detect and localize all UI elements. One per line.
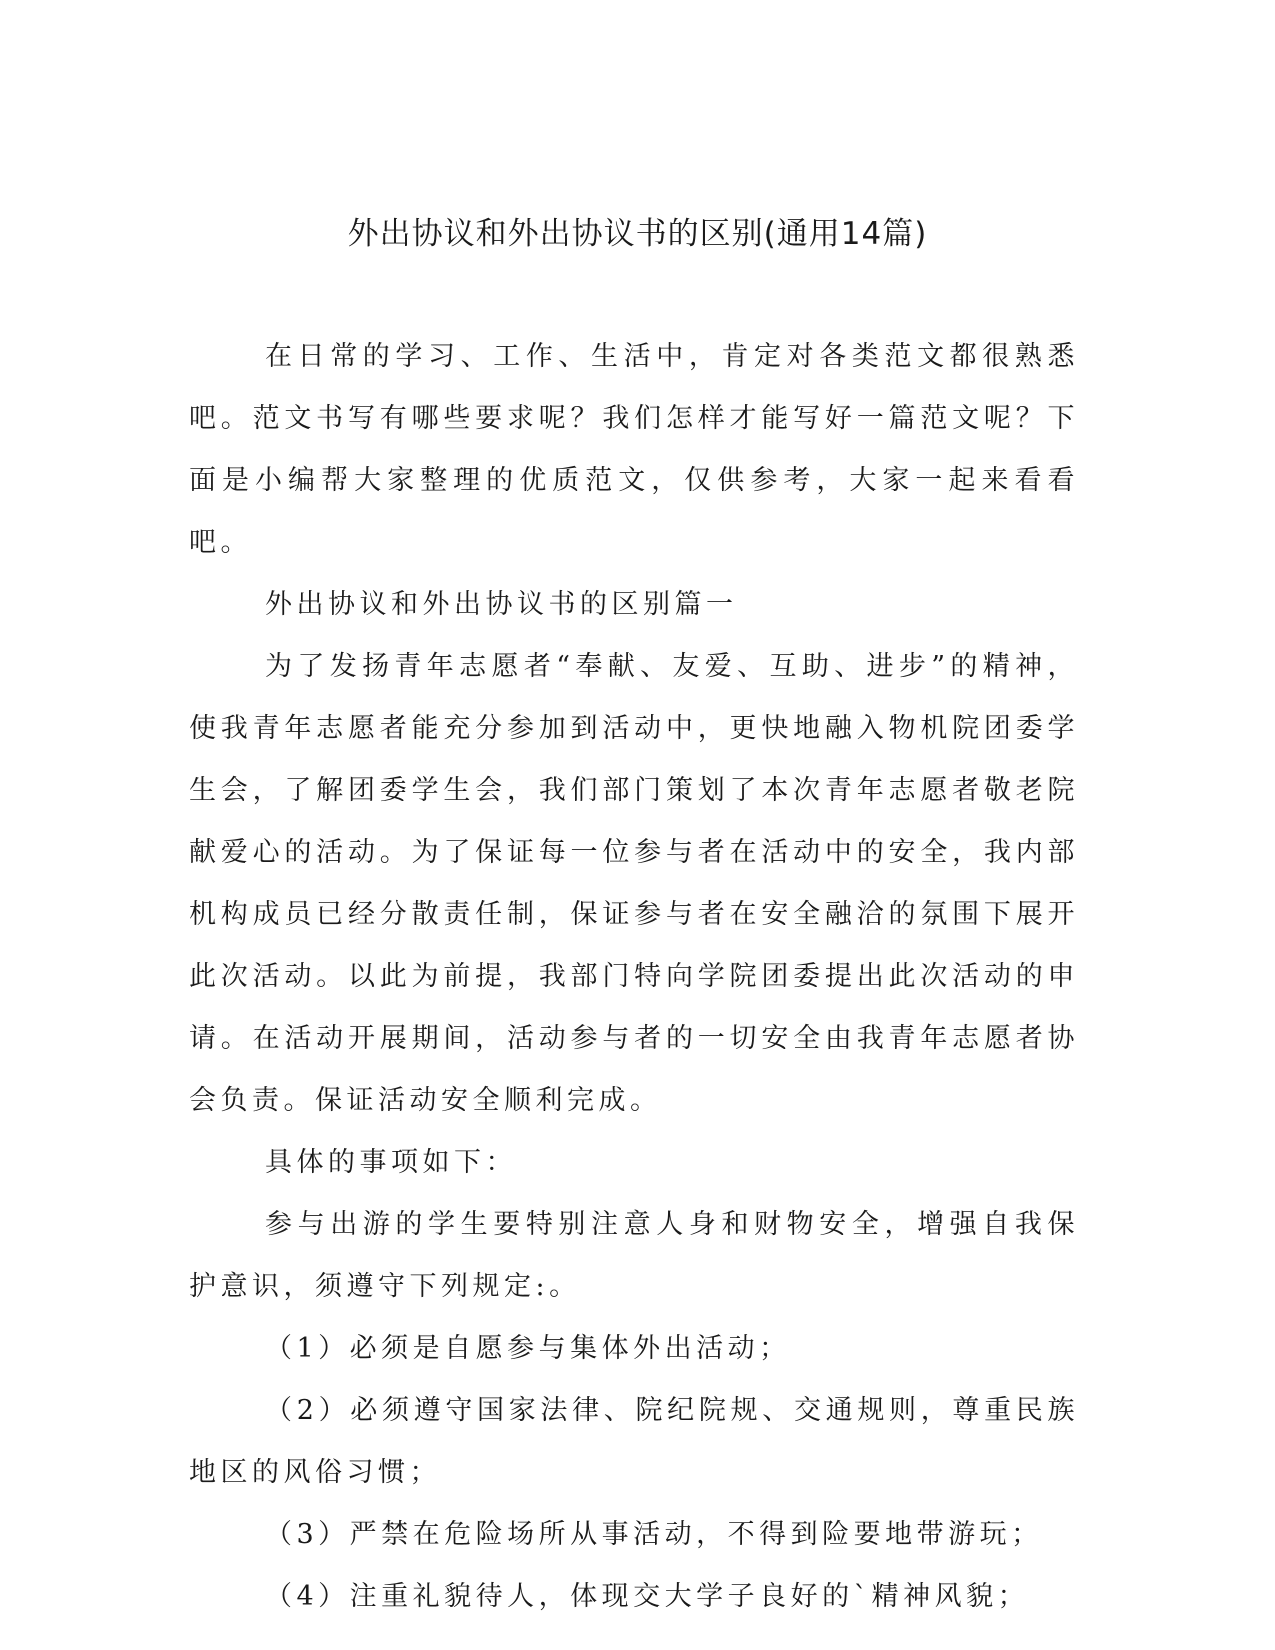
rule-item-2: （2）必须遵守国家法律、院纪院规、交通规则，尊重民族地区的风俗习惯；: [189, 1395, 1079, 1488]
section-heading: 外出协议和外出协议书的区别篇一: [265, 589, 738, 620]
rule-item-1: （1）必须是自愿参与集体外出活动；: [265, 1333, 791, 1364]
rule-item-3: （3）严禁在危险场所从事活动，不得到险要地带游玩；: [265, 1519, 1043, 1550]
rules-intro-paragraph: 参与出游的学生要特别注意人身和财物安全，增强自我保护意识，须遵守下列规定:。: [189, 1209, 1079, 1302]
document-title: 外出协议和外出协议书的区别(通用14篇): [347, 216, 928, 252]
items-intro: 具体的事项如下：: [265, 1147, 517, 1178]
document-body: [189, 326, 1079, 1628]
body-paragraph: 为了发扬青年志愿者“奉献、友爱、互助、进步”的精神，使我青年志愿者能充分参加到活动中，更快地融入物机院团委学生会，了解团委学生会，我们部门策划了本次青年志愿者敬老院献爱心的活动。为了保证每一位参与者在活动中的安全，我内部机构成员已经分散责任制，保证参与者在安全融洽的氛围下展开此次活动。以此为前提，我部门特向学院团委提出此次活动的申请。在活动开展期间，活动参与者的一切安全由我青年志愿者协会负责。保证活动安全顺利完成。: [189, 651, 1079, 1116]
intro-paragraph: 在日常的学习、工作、生活中，肯定对各类范文都很熟悉吧。范文书写有哪些要求呢？我们怎样才能写好一篇范文呢？下面是小编帮大家整理的优质范文，仅供参考，大家一起来看看吧。: [189, 341, 1079, 558]
rule-item-4: （4）注重礼貌待人，体现交大学子良好的`精神风貌；: [265, 1581, 1030, 1612]
